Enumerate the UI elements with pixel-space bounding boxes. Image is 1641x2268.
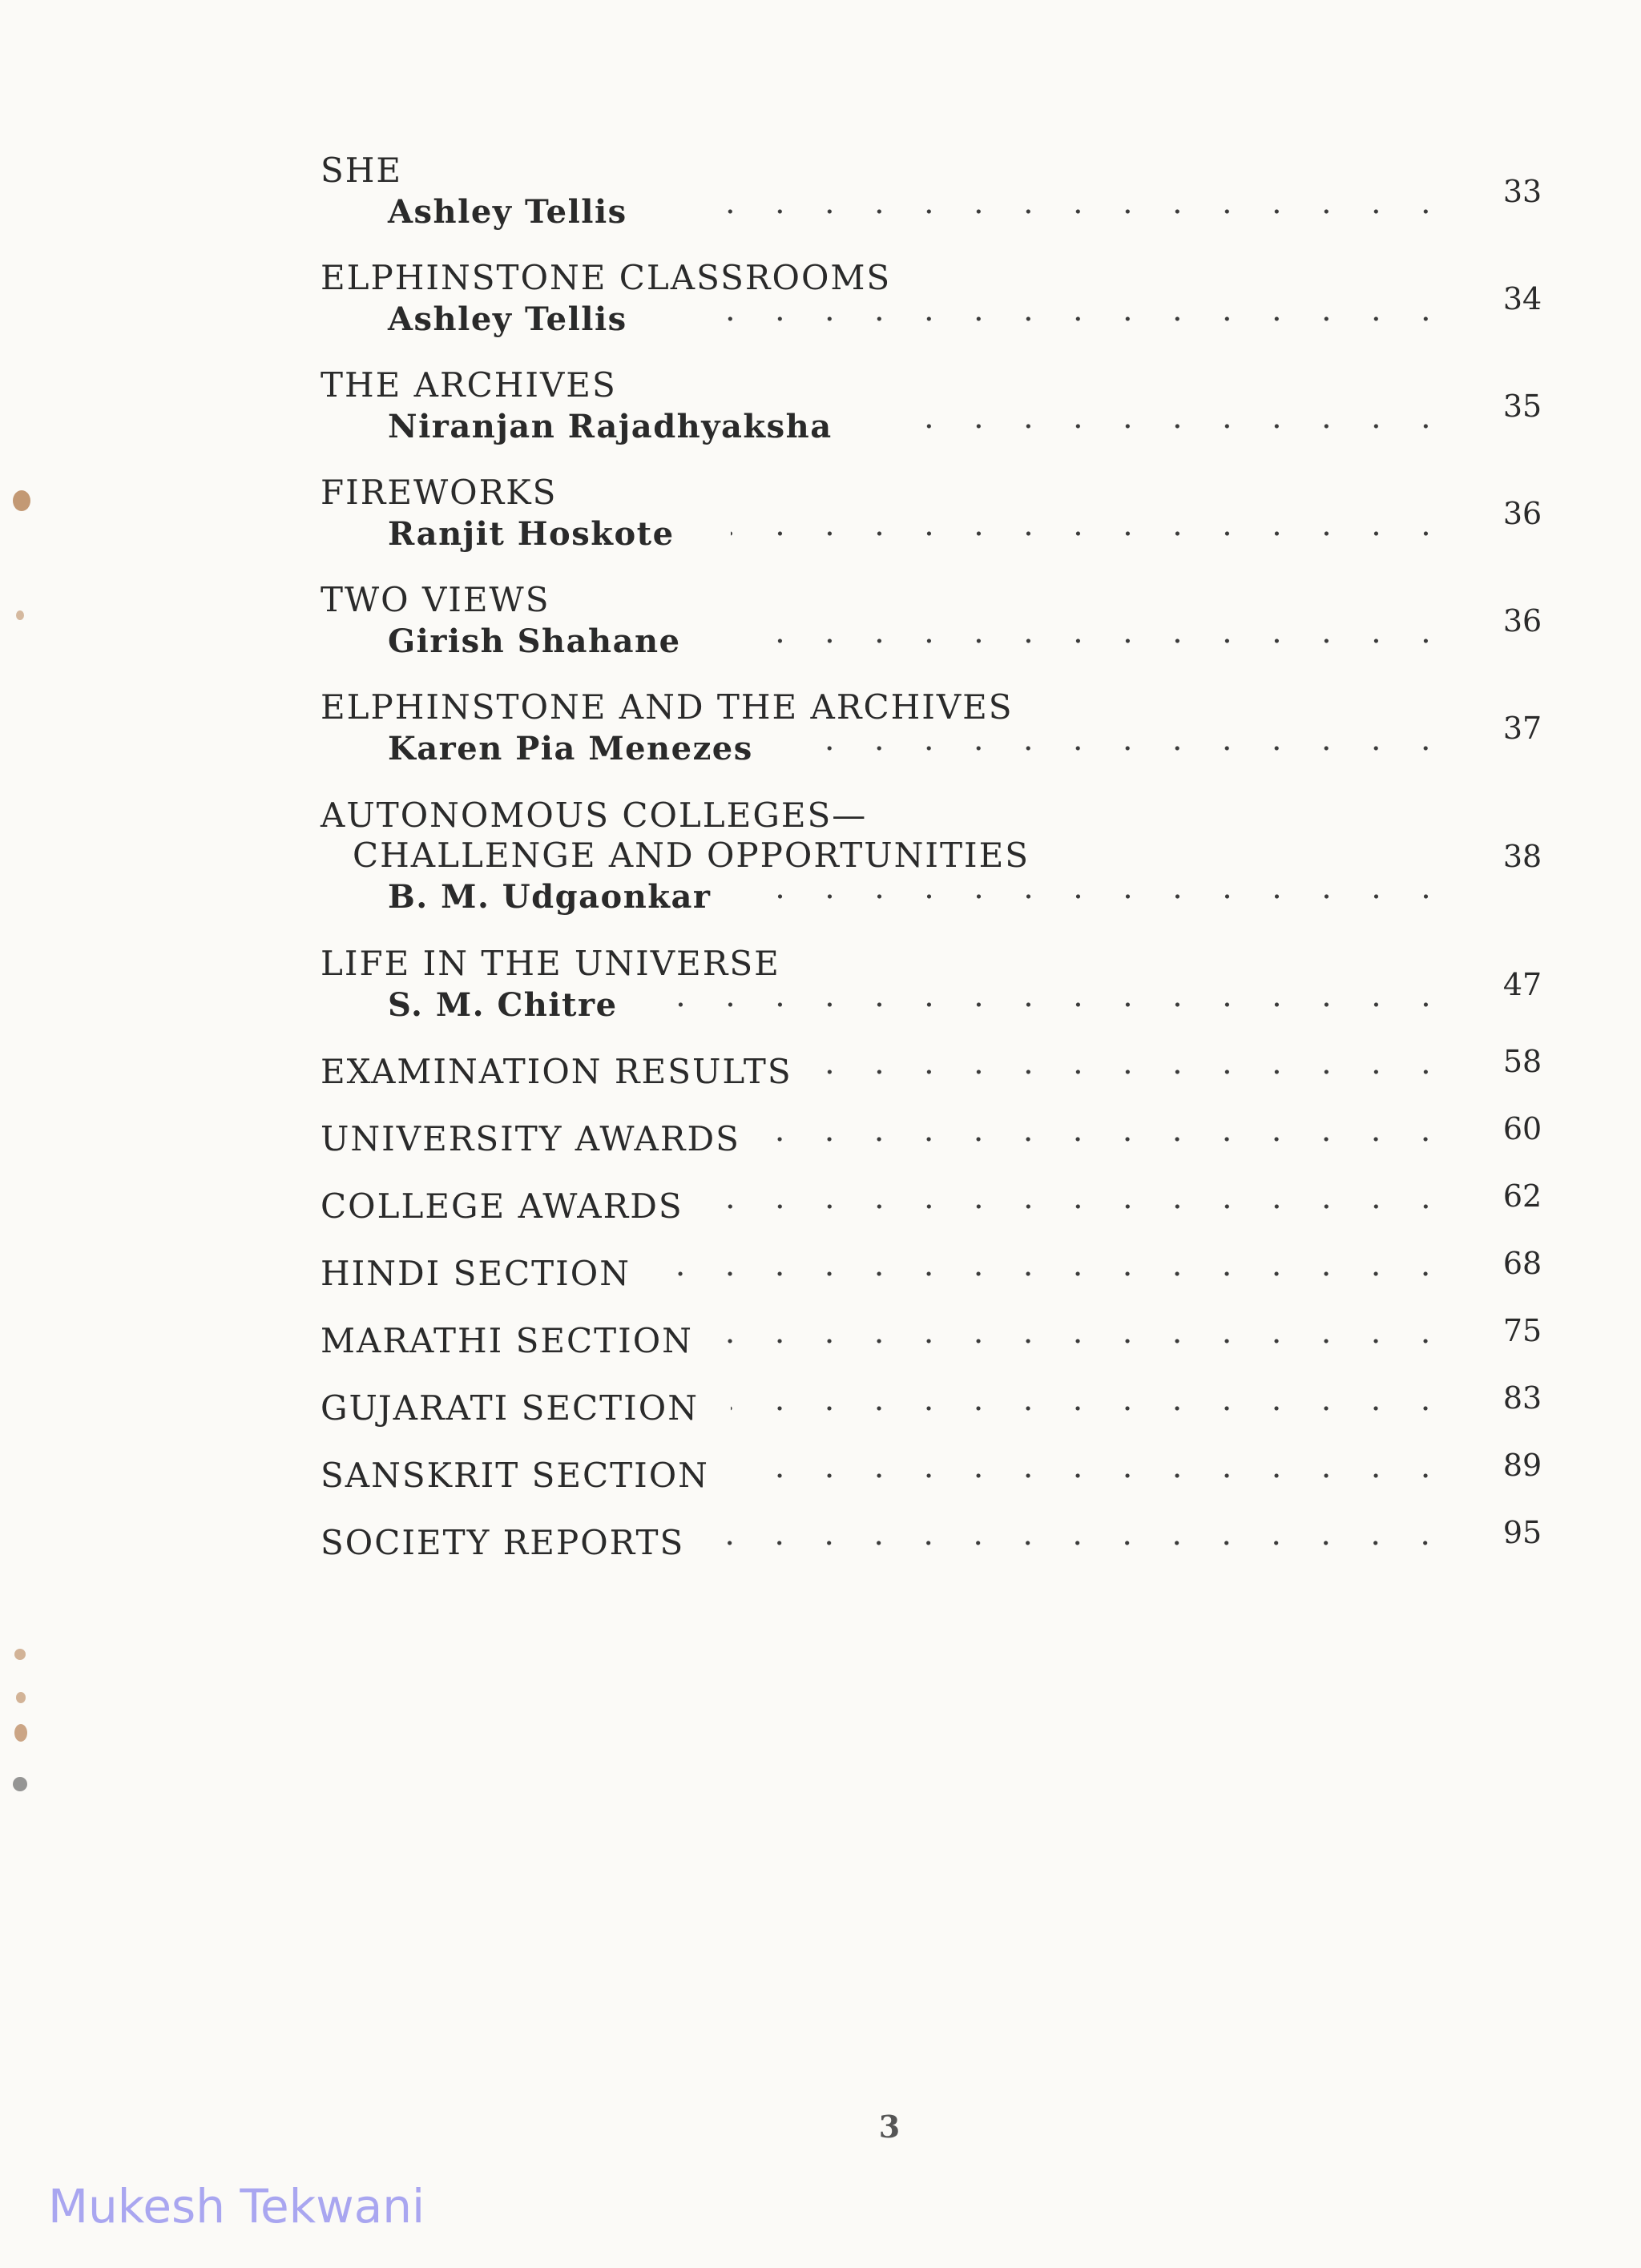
entry-page-number: 62 [1502,1178,1542,1214]
entry-title: THE ARCHIVES [321,365,617,405]
margin-stain [13,1777,27,1791]
entry-author: B. M. Udgaonkar [388,877,712,916]
toc-entry[interactable] [321,1515,1554,1566]
dot-leader [674,1001,1450,1009]
page-number-footer: 3 [878,2109,901,2145]
entry-page-number: 58 [1502,1044,1542,1079]
entry-title: AUTONOMOUS COLLEGES— [321,796,868,835]
toc-entry[interactable] [321,685,1554,771]
entry-page-number: 35 [1502,389,1542,424]
dot-leader [772,1135,1450,1143]
entry-author: Ranjit Hoskote [388,514,675,553]
entry-author: Ashley Tellis [388,192,627,231]
dot-leader [809,744,1450,752]
toc-entry[interactable] [321,1111,1554,1162]
toc-entry[interactable] [321,792,1554,920]
entry-title: FIREWORKS [321,473,558,512]
entry-page-number: 95 [1502,1515,1542,1550]
toc-entry[interactable] [321,578,1554,664]
dot-leader [683,207,1450,216]
entry-title: ELPHINSTONE CLASSROOMS [321,258,892,297]
toc-entry[interactable] [321,363,1554,449]
entry-title-continued: CHALLENGE AND OPPORTUNITIES [353,836,1030,875]
entry-page-number: 36 [1502,603,1542,639]
entry-title: MARATHI SECTION [321,1321,693,1360]
toc-entry[interactable] [321,1044,1554,1095]
entry-title: SANSKRIT SECTION [321,1456,709,1495]
entry-title: SOCIETY REPORTS [321,1523,685,1562]
dot-leader [731,530,1450,538]
margin-stain [14,1649,26,1660]
entry-title: HINDI SECTION [321,1254,631,1293]
entry-title: UNIVERSITY AWARDS [321,1119,740,1158]
dot-leader [683,315,1450,323]
margin-stain [16,610,24,620]
entry-author: S. M. Chitre [388,985,618,1024]
toc-entry[interactable] [321,148,1554,235]
entry-page-number: 89 [1502,1448,1542,1483]
entry-title: SHE [321,151,403,190]
entry-title: ELPHINSTONE AND THE ARCHIVES [321,687,1014,727]
entry-author: Niranjan Rajadhyaksha [388,407,833,445]
toc-entry[interactable] [321,1380,1554,1432]
toc-entry[interactable] [321,1178,1554,1230]
dot-leader [716,1202,1450,1211]
table-of-contents [321,148,1554,1587]
dot-leader [716,1539,1450,1547]
entry-title: EXAMINATION RESULTS [321,1052,792,1091]
entry-author: Karen Pia Menezes [388,729,753,767]
watermark-text: Mukesh Tekwani [48,2179,425,2234]
entry-page-number: 34 [1502,281,1542,316]
dot-leader [731,1404,1450,1412]
dot-leader [737,637,1450,645]
dot-leader [725,1337,1450,1345]
entry-page-number: 60 [1502,1111,1542,1146]
entry-title: TWO VIEWS [321,580,550,619]
margin-stain [16,1692,26,1703]
entry-page-number: 75 [1502,1313,1542,1348]
entry-author: Ashley Tellis [388,300,627,338]
entry-page-number: 47 [1502,967,1542,1002]
dot-leader [663,1270,1450,1278]
entry-title: COLLEGE AWARDS [321,1186,683,1226]
toc-entry[interactable] [321,256,1554,342]
toc-entry[interactable] [321,1313,1554,1364]
entry-page-number: 36 [1502,496,1542,531]
dot-leader [768,892,1451,900]
entry-page-number: 37 [1502,711,1542,746]
entry-title: LIFE IN THE UNIVERSE [321,944,780,983]
toc-entry[interactable] [321,470,1554,557]
entry-page-number: 38 [1502,839,1542,874]
dot-leader [889,422,1450,430]
dot-leader [741,1472,1450,1480]
entry-author: Girish Shahane [388,622,681,660]
toc-entry[interactable] [321,941,1554,1028]
toc-entry[interactable] [321,1246,1554,1297]
entry-title: GUJARATI SECTION [321,1388,699,1428]
margin-stain [13,490,30,511]
entry-page-number: 33 [1502,174,1542,209]
entry-page-number: 83 [1502,1380,1542,1416]
margin-stain [14,1724,27,1742]
entry-page-number: 68 [1502,1246,1542,1281]
dot-leader [825,1068,1450,1076]
toc-entry[interactable] [321,1448,1554,1499]
